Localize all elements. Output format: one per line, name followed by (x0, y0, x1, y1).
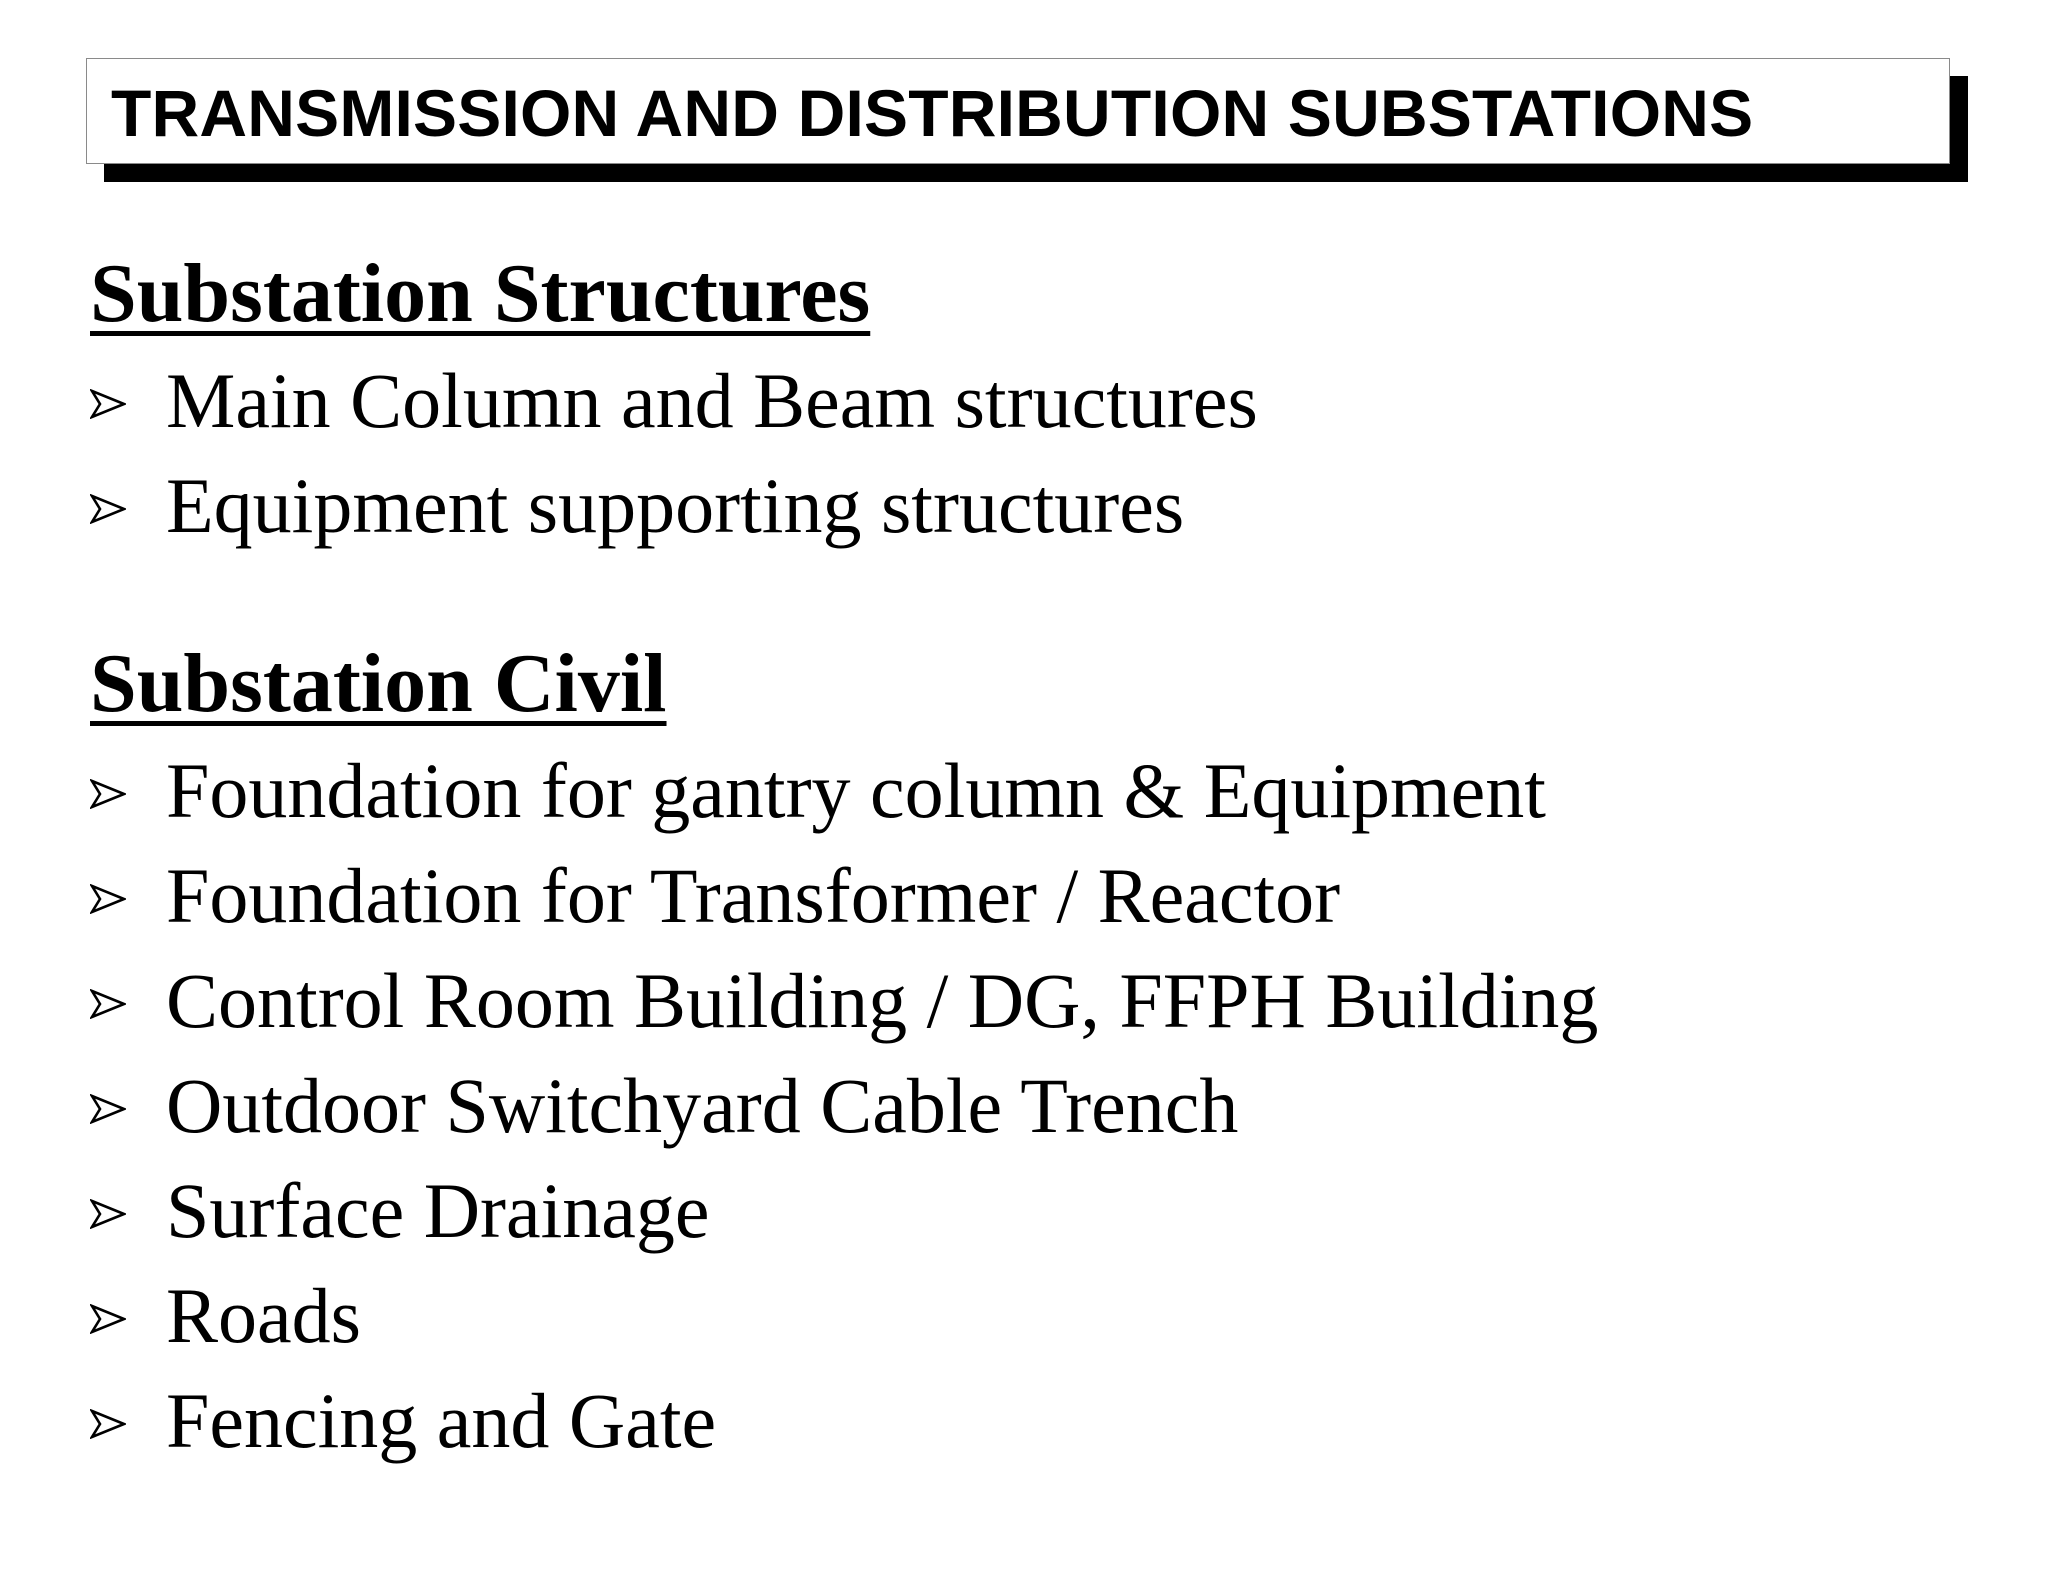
section-substation-structures (90, 248, 1258, 558)
list-item-text: Foundation for Transformer / Reactor (166, 851, 1341, 939)
list-item (90, 1053, 1598, 1158)
section-heading: Substation Civil (90, 637, 667, 730)
section-heading: Substation Structures (90, 247, 871, 340)
list-item-text: Surface Drainage (166, 1166, 710, 1254)
header-box (86, 58, 1950, 164)
page-title: TRANSMISSION AND DISTRIBUTION SUBSTATIONS (111, 76, 1754, 150)
list-item (90, 348, 1258, 453)
list-item (90, 453, 1258, 558)
list-item-text: Equipment supporting structures (166, 461, 1185, 549)
bullet-list (90, 738, 1598, 1473)
arrowhead-bullet-icon (90, 1088, 166, 1124)
list-item (90, 1158, 1598, 1263)
arrowhead-bullet-icon (90, 878, 166, 914)
bullet-list (90, 348, 1258, 558)
arrowhead-bullet-icon (90, 773, 166, 809)
list-item-text: Outdoor Switchyard Cable Trench (166, 1061, 1239, 1149)
arrowhead-bullet-icon (90, 1298, 166, 1334)
header-banner (86, 58, 1950, 164)
arrowhead-bullet-icon (90, 383, 166, 419)
list-item (90, 1263, 1598, 1368)
list-item (90, 948, 1598, 1053)
list-item (90, 738, 1598, 843)
list-item (90, 1368, 1598, 1473)
list-item (90, 843, 1598, 948)
arrowhead-bullet-icon (90, 1193, 166, 1229)
list-item-text: Fencing and Gate (166, 1376, 717, 1464)
list-item-text: Main Column and Beam structures (166, 356, 1258, 444)
arrowhead-bullet-icon (90, 1403, 166, 1439)
arrowhead-bullet-icon (90, 983, 166, 1019)
arrowhead-bullet-icon (90, 488, 166, 524)
list-item-text: Roads (166, 1271, 361, 1359)
list-item-text: Foundation for gantry column & Equipment (166, 746, 1546, 834)
list-item-text: Control Room Building / DG, FFPH Building (166, 956, 1599, 1044)
section-substation-civil (90, 638, 1598, 1473)
